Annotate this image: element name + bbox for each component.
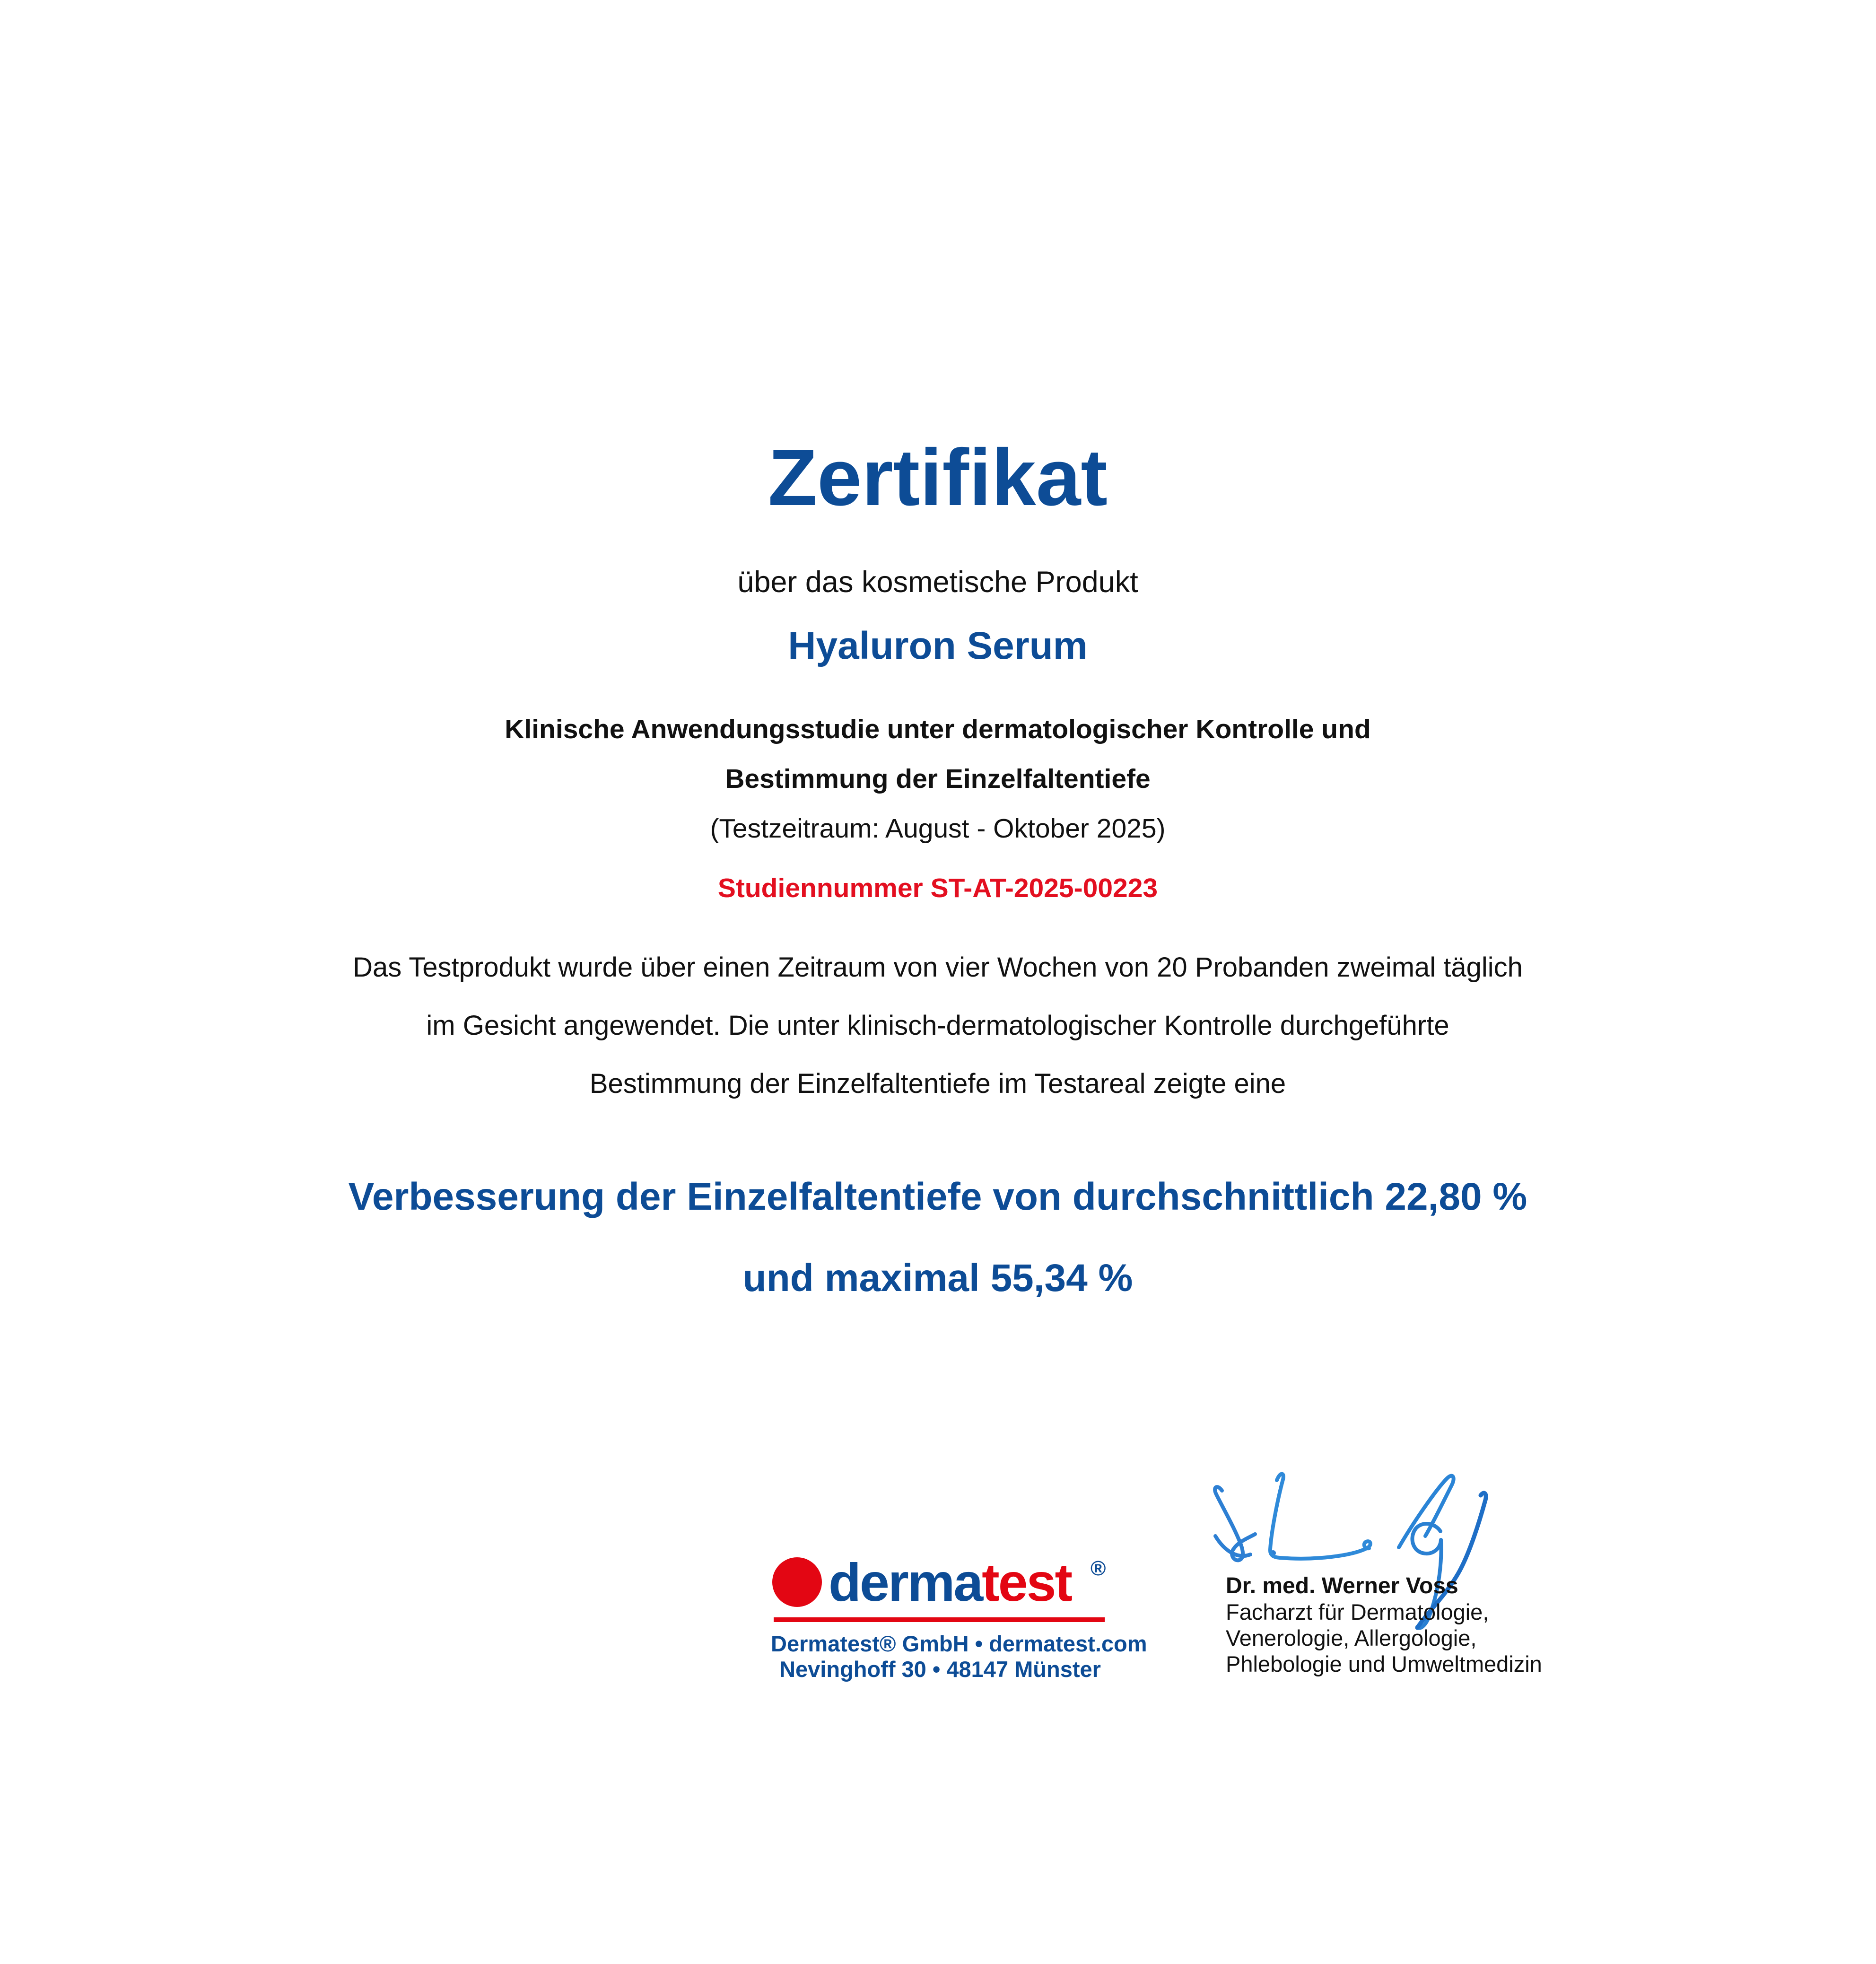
logo-wordmark-derma: derma	[829, 1553, 982, 1612]
registered-trademark-icon: ®	[1091, 1557, 1106, 1580]
study-description-line2: im Gesicht angewendet. Die unter klinisch-dermatologischer Kontrolle durchgeführte	[426, 1010, 1449, 1041]
study-number: Studiennummer ST-AT-2025-00223	[717, 873, 1158, 903]
logo-wordmark-test: test	[982, 1553, 1072, 1612]
study-description-line1: Das Testprodukt wurde über einen Zeitraum von vier Wochen von 20 Probanden zweimal täglich	[353, 952, 1523, 983]
logo-separator-bullet: •	[975, 1631, 983, 1656]
logo-company-name: Dermatest® GmbH	[771, 1631, 969, 1656]
certificate-title: Zertifikat	[768, 433, 1108, 523]
study-title-line2: Bestimmung der Einzelfaltentiefe	[725, 764, 1151, 794]
test-period: (Testzeitraum: August - Oktober 2025)	[710, 813, 1166, 844]
signatory-block	[1226, 1573, 1542, 1677]
product-name: Hyaluron Serum	[788, 624, 1088, 667]
signature-stroke	[1270, 1474, 1370, 1559]
dermatest-logo	[771, 1553, 1147, 1712]
signature-stroke	[1215, 1487, 1255, 1560]
result-statement	[110, 1156, 1765, 1319]
logo-red-dot-icon	[772, 1557, 822, 1607]
logo-company-line	[771, 1631, 1147, 1656]
study-description	[110, 938, 1765, 1113]
logo-divider-rule	[774, 1617, 1105, 1622]
signatory-name: Dr. med. Werner Voss	[1226, 1573, 1458, 1598]
signature-stroke	[1399, 1476, 1454, 1547]
certificate-subtitle: über das kosmetische Produkt	[737, 566, 1138, 599]
signatory-title-line3: Phlebologie und Umweltmedizin	[1226, 1651, 1542, 1676]
logo-wordmark	[829, 1553, 1072, 1612]
result-line2: und maximal 55,34 %	[742, 1257, 1133, 1300]
logo-website: dermatest.com	[989, 1631, 1147, 1656]
signatory-title-line2: Venerologie, Allergologie,	[1226, 1625, 1477, 1650]
result-line1: Verbesserung der Einzelfaltentiefe von durchschnittlich 22,80 %	[348, 1175, 1527, 1218]
logo-address: Nevinghoff 30 • 48147 Münster	[779, 1657, 1101, 1682]
study-description-line3: Bestimmung der Einzelfaltentiefe im Testareal zeigte eine	[589, 1068, 1286, 1099]
study-title	[110, 705, 1765, 804]
study-title-line1: Klinische Anwendungsstudie unter dermatologischer Kontrolle und	[505, 714, 1371, 744]
signatory-title-line1: Facharzt für Dermatologie,	[1226, 1599, 1489, 1624]
